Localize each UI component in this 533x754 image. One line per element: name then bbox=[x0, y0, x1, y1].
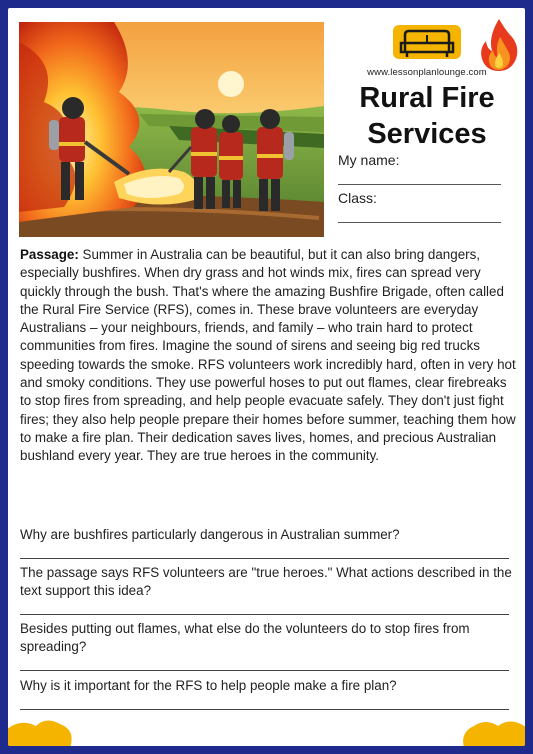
question-3: Besides putting out flames, what else do the volunteers do to stop fires from spreading? bbox=[20, 621, 470, 655]
site-url: www.lessonplanlounge.com bbox=[367, 67, 487, 78]
reading-passage bbox=[20, 246, 516, 466]
firefighters-illustration bbox=[19, 22, 324, 237]
bottom-right-decoration bbox=[460, 716, 525, 746]
question-2: The passage says RFS volunteers are "true heroes." What actions described in the text support this idea? bbox=[20, 565, 512, 599]
fire-emoji-icon bbox=[478, 17, 520, 73]
bottom-left-decoration bbox=[8, 716, 76, 746]
class-answer-line[interactable] bbox=[338, 222, 501, 223]
name-answer-line[interactable] bbox=[338, 184, 501, 185]
worksheet-page bbox=[8, 8, 525, 746]
answer-line-2[interactable] bbox=[20, 614, 509, 615]
sofa-logo-icon bbox=[391, 21, 463, 65]
page-title bbox=[338, 80, 516, 152]
class-label: Class: bbox=[338, 190, 377, 206]
answer-line-4[interactable] bbox=[20, 709, 509, 710]
title-line-2: Services bbox=[367, 118, 487, 150]
question-1: Why are bushfires particularly dangerous in Australian summer? bbox=[20, 527, 400, 542]
title-line-1: Rural Fire bbox=[359, 82, 495, 114]
passage-label: Passage: bbox=[20, 247, 79, 262]
answer-line-1[interactable] bbox=[20, 558, 509, 559]
passage-text: Summer in Australia can be beautiful, but it can also bring dangers, especially bushfires. When dry grass and hot winds mix, fires can spread very quickly through the bush. That's where the amazing Bushfire Brigade, often called the Rural Fire Service (RFS), comes in. These brave volunteers are everyday Australians – your neighbours, friends, and family – who train hard to protect communities from fires. Imagine the sound of sirens and seeing big red trucks speeding towards the smoke. RFS volunteers work incredibly hard, often in very hot and smoky conditions. They use powerful hoses to put out flames, clear firebreaks to stop fires from spreading, and help people evacuate safely. They don't just fight fires; they also help people prepare their homes before summer, teaching them how to make a fire plan. Their dedication saves lives, homes, and precious Australian bushland every year. They are true heroes in the community. bbox=[20, 247, 516, 464]
name-label: My name: bbox=[338, 152, 400, 168]
question-4: Why is it important for the RFS to help people make a fire plan? bbox=[20, 678, 397, 693]
answer-line-3[interactable] bbox=[20, 670, 509, 671]
